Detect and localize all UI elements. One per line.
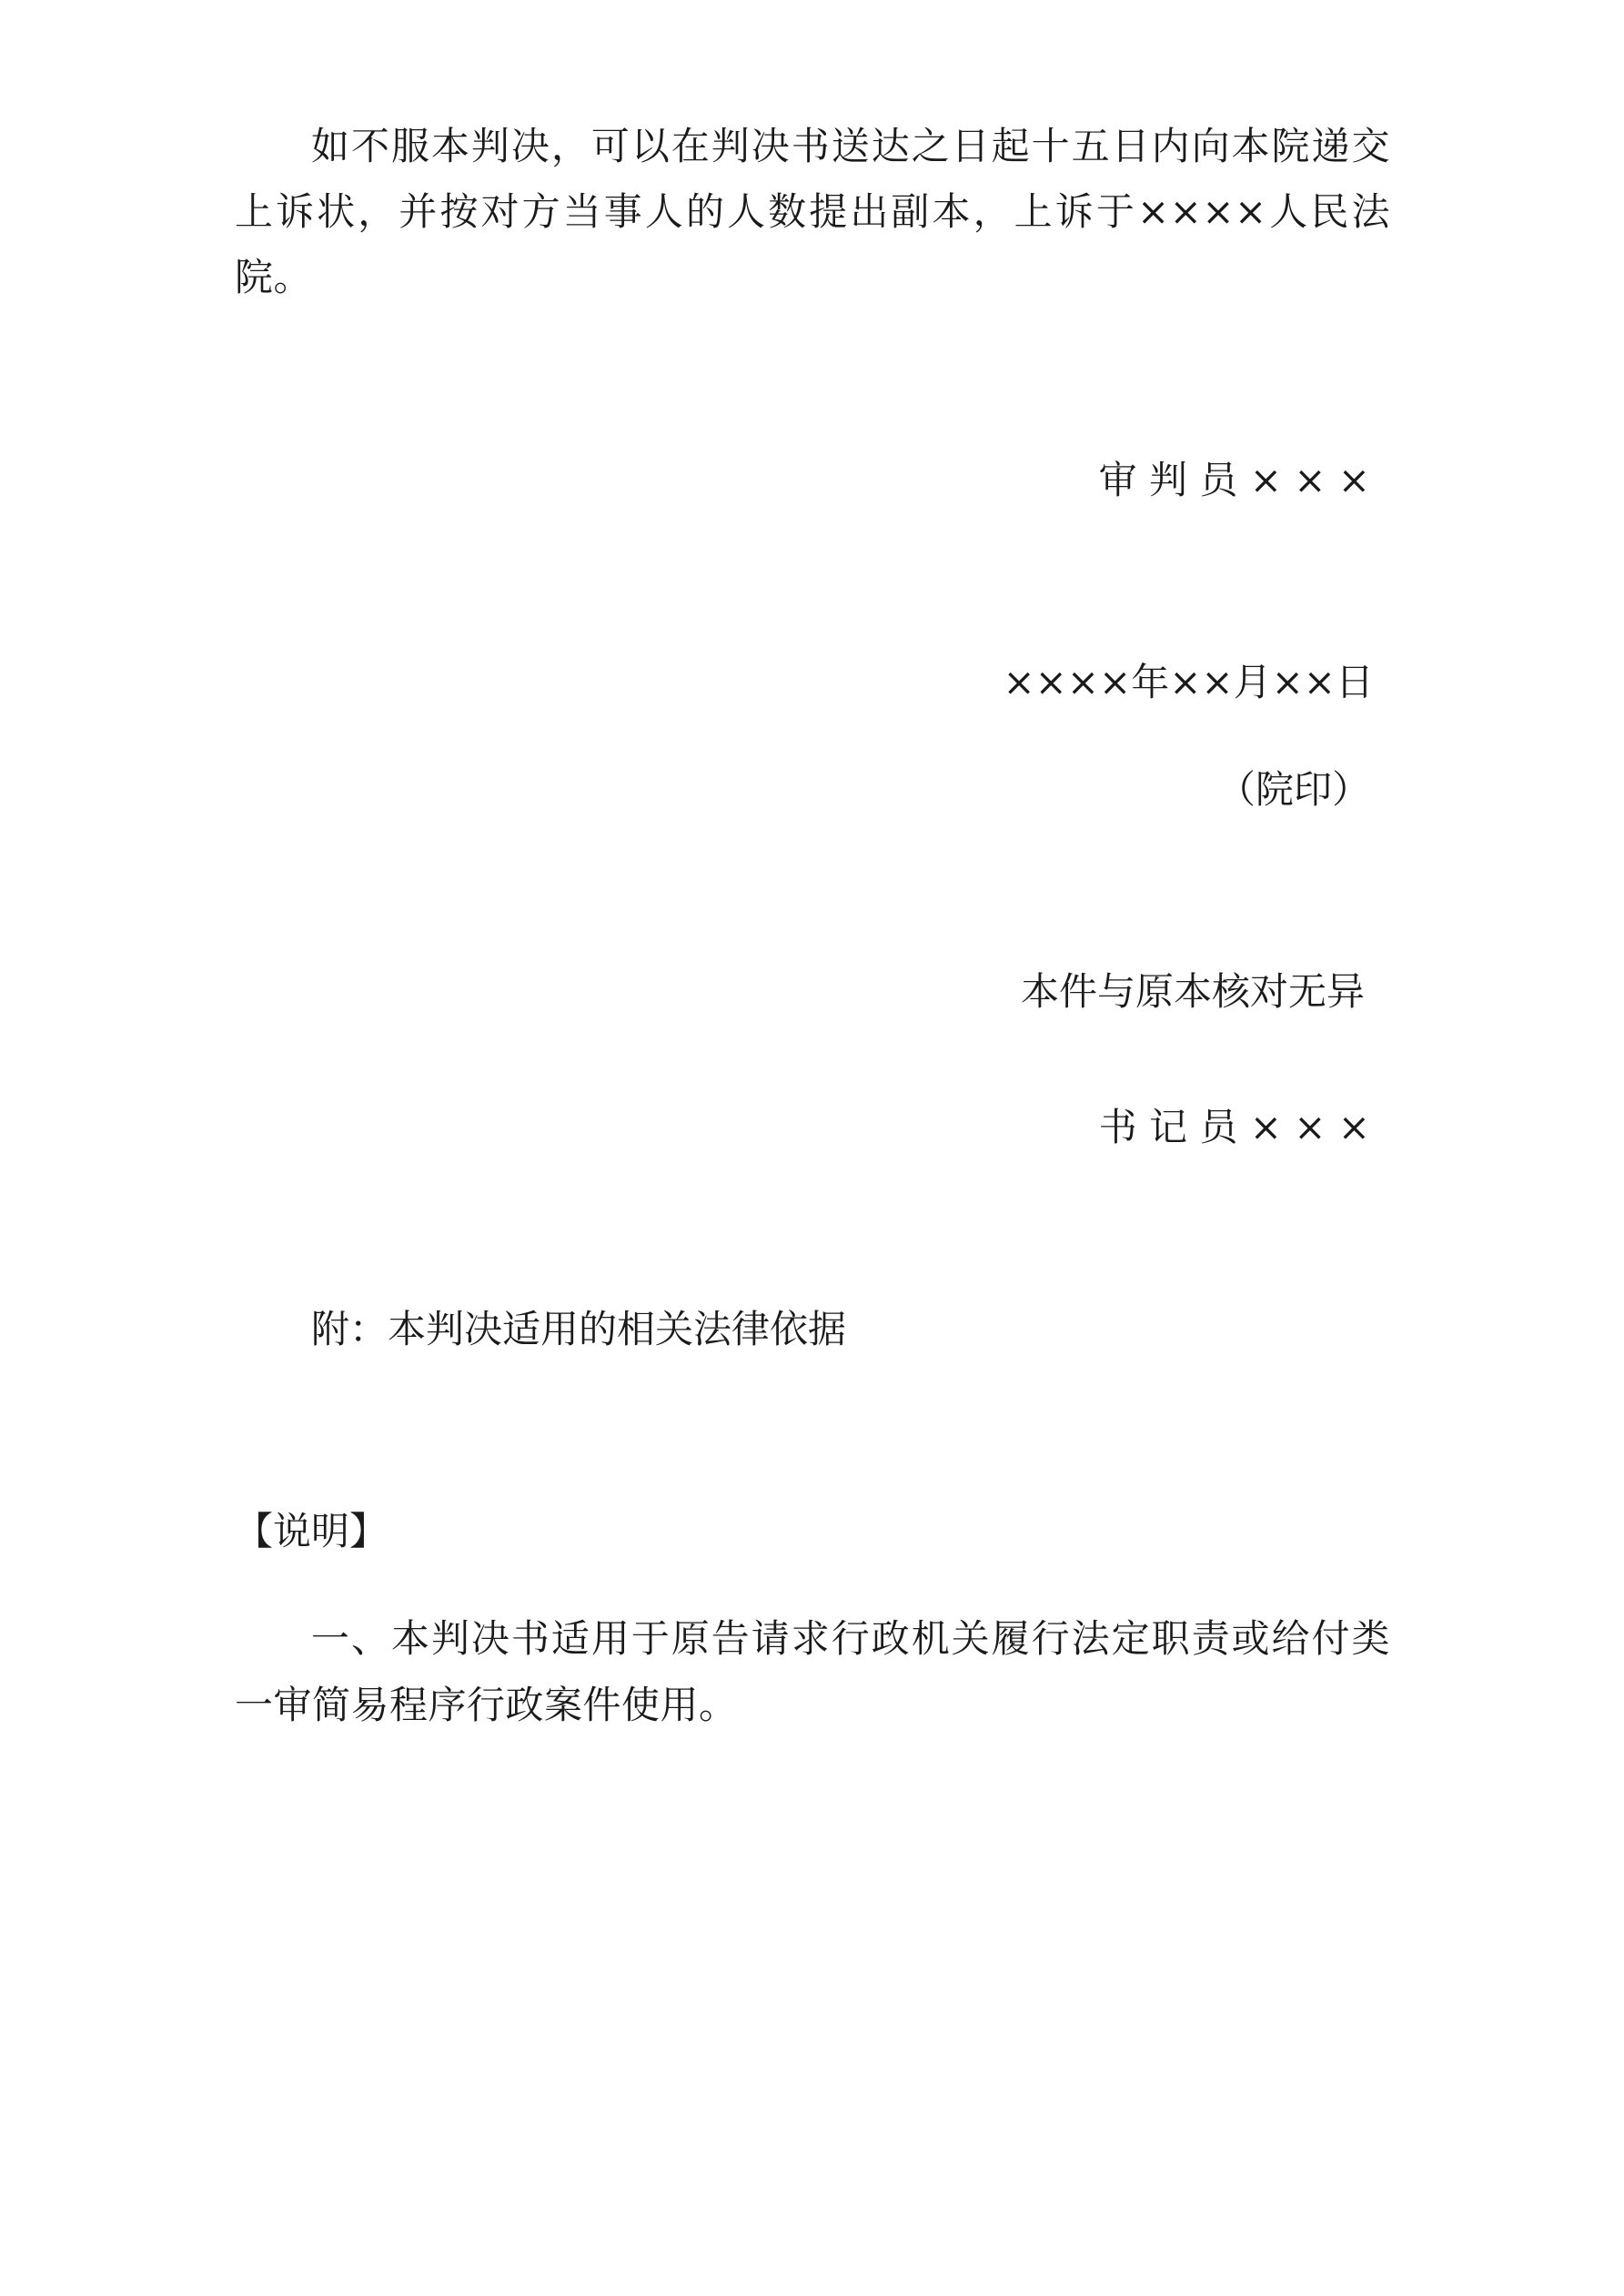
appeal-paragraph: 如不服本判决，可以在判决书送达之日起十五日内向本院递交上诉状，并按对方当事人的人数提出副本，上诉于××××人民法院。 xyxy=(235,124,1390,300)
document-content xyxy=(235,0,1390,1738)
copy-verification-line: 本件与原本核对无异 xyxy=(1020,969,1365,1015)
top-spacer xyxy=(235,0,1390,114)
notes-heading: 【说明】 xyxy=(235,1509,388,1554)
court-seal-line: （院印） xyxy=(1216,767,1370,813)
spacer-after-appeal xyxy=(235,311,1390,448)
notes-item-1: 一、本判决书适用于原告请求行政机关履行法定职责或给付类一审简易程序行政案件使用。 xyxy=(235,1616,1390,1727)
spacer-after-judge xyxy=(235,513,1390,650)
spacer-after-date xyxy=(235,715,1390,757)
spacer-after-verify xyxy=(235,1026,1390,1095)
spacer-after-attachment xyxy=(235,1362,1390,1499)
spacer-after-notes-heading xyxy=(235,1564,1390,1606)
spacer-after-clerk xyxy=(235,1160,1390,1297)
date-line: ××××年××月××日 xyxy=(1003,659,1374,704)
judge-signature-line: 审 判 员 × × × xyxy=(1098,457,1370,502)
clerk-signature-line: 书 记 员 × × × xyxy=(1098,1104,1370,1149)
spacer-after-seal xyxy=(235,823,1390,959)
attachment-line: 附：本判决适用的相关法律依据 xyxy=(311,1306,847,1351)
